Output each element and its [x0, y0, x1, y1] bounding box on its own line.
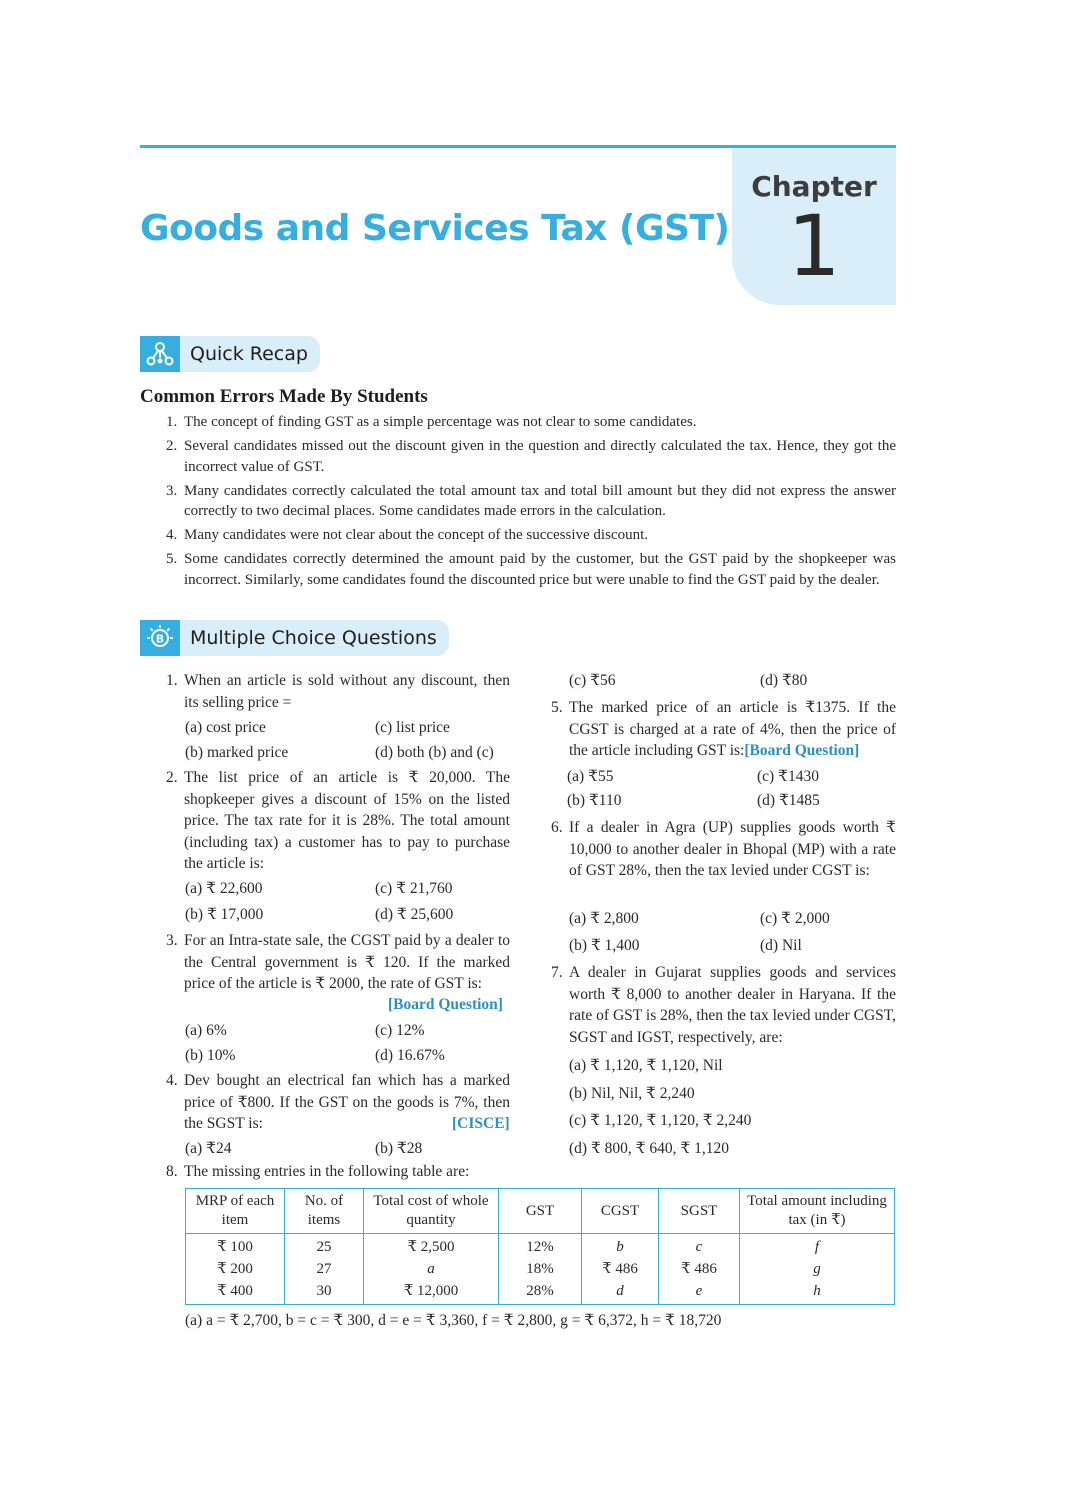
column-header: MRP of each item [186, 1189, 285, 1234]
quick-recap-tab [140, 336, 320, 372]
option: (d) ₹1485 [757, 792, 820, 809]
common-errors-list [140, 412, 896, 594]
common-errors-heading: Common Errors Made By Students [140, 386, 428, 407]
network-nodes-icon [140, 336, 180, 372]
list-item: 4. Many candidates were not clear about the concept of the successive discount. [166, 527, 648, 543]
list-item: 5. Some candidates correctly determined the amount paid by the customer, but the GST paid by the shopkeeper was incorrect. Similarly, some candidates found the discounted price but were unable to find the GST paid by the dealer. [166, 551, 896, 588]
column-header: Total amount including tax (in ₹) [740, 1189, 895, 1234]
mcq-label: Multiple Choice Questions [190, 627, 437, 649]
option: (a) cost price [185, 719, 266, 736]
gst-table [185, 1188, 895, 1305]
cisce-tag: [CISCE] [452, 1115, 510, 1132]
option: (a) ₹ 2,800 [569, 910, 639, 927]
question-7: 7. A dealer in Gujarat supplies goods and services worth ₹ 8,000 to another dealer in Haryana. If the rate of GST is 28%, then the tax levied under CGST, SGST and IGST, respectively, are: [551, 964, 896, 1046]
question-4: 4. Dev bought an electrical fan which has a marked price of ₹800. If the GST on the goods is 7%, then the SGST is: [166, 1072, 510, 1132]
list-item: 2. Several candidates missed out the discount given in the question and directly calculated the tax. Hence, they got the incorrect value of GST. [166, 438, 896, 475]
svg-text:B: B [155, 632, 165, 646]
option: (d) ₹ 25,600 [375, 906, 454, 923]
option: (b) ₹ 17,000 [185, 906, 264, 923]
board-question-tag: [Board Question] [744, 742, 860, 759]
option: (c) ₹56 [569, 672, 616, 689]
question-1: 1. When an article is sold without any discount, then its selling price = [166, 672, 510, 711]
table-row: ₹ 200 27 a 18% ₹ 486 ₹ 486 g [186, 1258, 895, 1280]
question-2: 2. The list price of an article is ₹ 20,000. The shopkeeper gives a discount of 15% on the listed price. The tax rate for it is 28%. The total amount (including tax) a customer has to pay to purchase the article is: [166, 769, 510, 872]
page-title: Goods and Services Tax (GST) [140, 208, 730, 249]
question-3: 3. For an Intra-state sale, the CGST paid by a dealer to the Central government is ₹ 120. If the marked price of the article is ₹ 2000, the rate of GST is: [166, 932, 510, 992]
option: (d) both (b) and (c) [375, 744, 494, 761]
option: (d) ₹80 [760, 672, 808, 689]
option: (c) ₹ 1,120, ₹ 1,120, ₹ 2,240 [569, 1112, 752, 1129]
option: (d) Nil [760, 937, 802, 954]
column-header: CGST [582, 1189, 659, 1234]
mcq-tab [140, 620, 449, 656]
list-item: 3. Many candidates correctly calculated the total amount tax and total bill amount but they did not express the answer correctly to two decimal places. Some candidates made errors in the calculation. [166, 482, 896, 519]
option: (a) ₹ 22,600 [185, 880, 263, 897]
option: (c) ₹ 21,760 [375, 880, 453, 897]
table-row: ₹ 400 30 ₹ 12,000 28% d e h [186, 1280, 895, 1305]
option: (b) ₹110 [567, 792, 622, 809]
option: (a) ₹ 1,120, ₹ 1,120, Nil [569, 1057, 723, 1074]
option: (b) Nil, Nil, ₹ 2,240 [569, 1085, 695, 1102]
option: (b) ₹ 1,400 [569, 937, 640, 954]
question-6: 6. If a dealer in Agra (UP) supplies goods worth ₹ 10,000 to another dealer in Bhopal (MP) with a rate of GST 28%, then the tax levied under CGST is: [551, 819, 896, 879]
column-header: Total cost of whole quantity [364, 1189, 499, 1234]
lightbulb-icon [140, 620, 180, 656]
column-header: GST [499, 1189, 582, 1234]
board-question-tag: [Board Question] [388, 996, 503, 1013]
option: (a) ₹24 [185, 1140, 232, 1157]
option: (b) ₹28 [375, 1140, 423, 1157]
column-header: No. of items [285, 1189, 364, 1234]
option: (c) 12% [375, 1022, 425, 1039]
option: (d) 16.67% [375, 1047, 445, 1064]
chapter-label: Chapter [751, 170, 877, 203]
option: (c) ₹ 2,000 [760, 910, 830, 927]
table-header-row [186, 1189, 895, 1234]
question-8: 8. The missing entries in the following table are: [166, 1163, 470, 1180]
quick-recap-label: Quick Recap [190, 343, 308, 365]
option: (a) a = ₹ 2,700, b = c = ₹ 300, d = e = ₹ 3,360, f = ₹ 2,800, g = ₹ 6,372, h = ₹ 18,720 [185, 1312, 722, 1329]
option: (a) 6% [185, 1022, 227, 1039]
question-5: 5. The marked price of an article is ₹1375. If the CGST is charged at a rate of 4%, then the price of the article including GST is:[Board Question] [551, 699, 896, 759]
option: (a) ₹55 [567, 768, 614, 785]
option: (d) ₹ 800, ₹ 640, ₹ 1,120 [569, 1140, 730, 1157]
chapter-badge [732, 148, 896, 305]
column-header: SGST [659, 1189, 740, 1234]
table-row: ₹ 100 25 ₹ 2,500 12% b c f [186, 1234, 895, 1259]
option: (b) marked price [185, 744, 289, 761]
list-item: 1. The concept of finding GST as a simple percentage was not clear to some candidates. [166, 414, 697, 430]
option: (b) 10% [185, 1047, 236, 1064]
option: (c) list price [375, 719, 450, 736]
option: (c) ₹1430 [757, 768, 819, 785]
chapter-number: 1 [787, 197, 841, 295]
